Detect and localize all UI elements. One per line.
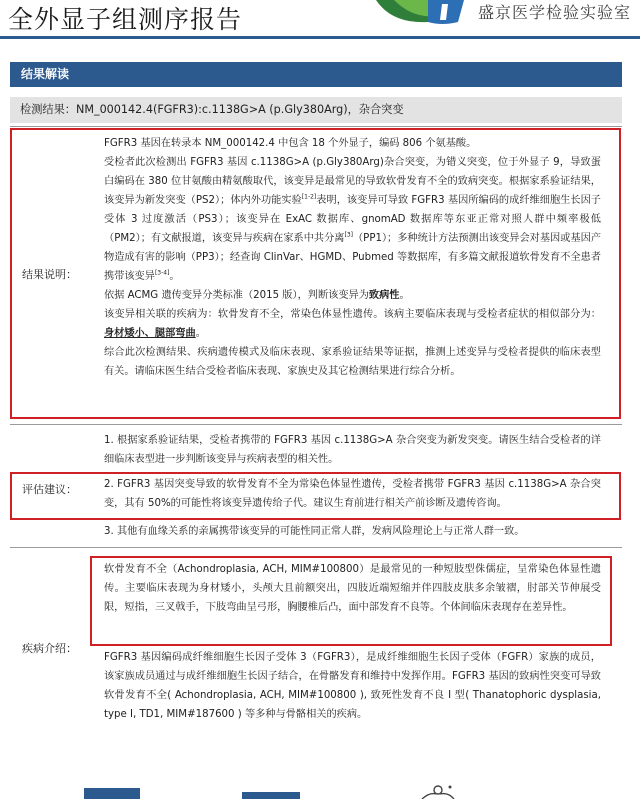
explanation-paragraph-2: 受检者此次检测出 FGFR3 基因 c.1138G>A (p.Gly380Arg)杂合突变，为错义突变，位于外显子 9，导致蛋白编码在 380 位甘氨酸由精氨酸取代，该变异是最常见的导致软骨发育不全的致病突变。根据家系验证结果，该变异为新发突变（PS2）；体内外功能实验[1-2]表明，该变异可导致 FGFR3 基因所编码的成纤维细胞生长因子受体 3 过度激活（PS3）；该变异在 ExAC 数据库、gnomAD 数据库等东亚正常对照人群中频率极低（PM2）；有文献报道，该变异与疾病在家系中共分离[3]（PP1）；多种统计方法预测出该变异会对基因或基因产物造成有害的影响（PP3）；经查询 ClinVar、HGMD、Pubmed 等数据库，有多篇文献报道软骨发育不全患者携带该变异[3-4]。 (104, 157, 602, 282)
divider (10, 126, 622, 127)
header-rule (0, 36, 640, 39)
section-title-bar: 结果解读 (10, 62, 622, 87)
detection-label: 检测结果： (20, 103, 76, 116)
disease-paragraph-1: 软骨发育不全（Achondroplasia, ACH, MIM#100800）是最常见的一种短肢型侏儒症，呈常染色体显性遗传。主要临床表现为身材矮小，头颅大且前额突出，四肢近端短缩并伴四肢皮肤多余皱褶，肘部关节伸展受限，短指，三叉戟手，下肢弯曲呈弓形，胸腰椎后凸，面中部发育不良等。个体间临床表现存在差异性。 (104, 564, 601, 613)
explanation-paragraph-4: 该变异相关联的疾病为：软骨发育不全，常染色体显性遗传。该病主要临床表现与受检者症状的相似部分为：身材矮小、腿部弯曲。 (104, 309, 601, 339)
pathogenicity-classification: 致病性 (368, 290, 400, 301)
assessment-item-3: 3. 其他有血缘关系的亲属携带该变异的可能性同正常人群，发病风险理论上与正常人群一致。 (104, 526, 525, 537)
explanation-text (104, 134, 601, 381)
explanation-label: 结果说明： (22, 268, 77, 281)
assessment-item-1: 1. 根据家系验证结果，受检者携带的 FGFR3 基因 c.1138G>A 杂合突变为新发突变。请医生结合受检者的详细临床表型进一步判断该变异与疾病表型的相关性。 (104, 435, 601, 465)
footer-block (84, 788, 140, 799)
footer-block (242, 792, 300, 799)
report-title: 全外显子组测序报告 (8, 5, 243, 34)
detection-result-row (10, 97, 622, 123)
lab-logo-icon (372, 0, 464, 26)
detection-value: NM_000142.4(FGFR3):c.1138G>A (p.Gly380Arg)，杂合突变 (75, 103, 404, 116)
assessment-item-2: 2. FGFR3 基因突变导致的软骨发育不全为常染色体显性遗传，受检者携带 FGFR3 基因 c.1138G>A 杂合突变，其有 50%的可能性将该变异遗传给子代。建议生育前进行相关产前诊断及遗传咨询。 (104, 479, 601, 509)
disease-label: 疾病介绍： (22, 642, 77, 655)
divider (10, 547, 622, 548)
assessment-label: 评估建议： (22, 483, 77, 496)
explanation-paragraph-1: FGFR3 基因在转录本 NM_000142.4 中包含 18 个外显子，编码 806 个氨基酸。 (104, 138, 477, 149)
divider (10, 424, 622, 425)
explanation-paragraph-5: 综合此次检测结果、疾病遗传模式及临床表现、家系验证结果等证据，推测上述变异与受检者提供的临床表型有关。请临床医生结合受检者临床表现、家族史及其它检测结果进行综合分析。 (104, 347, 601, 377)
matched-phenotypes: 身材矮小、腿部弯曲 (104, 328, 196, 339)
disease-paragraph-2: FGFR3 基因编码成纤维细胞生长因子受体 3（FGFR3），是成纤维细胞生长因子受体（FGFR）家族的成员，该家族成员通过与成纤维细胞生长因子结合，在骨骼发育和维持中发挥作用。FGFR3 基因的致病性突变可导致软骨发育不全( Achondroplasia, ACH, MIM#100800 ), 致死性发育不良 I 型( Thanatophoric dysplasia, type I, TD1, MIM#187600 ) 等多种与骨骼相关的疾病。 (104, 652, 601, 720)
explanation-paragraph-3: 依据 ACMG 遗传变异分类标准（2015 版），判断该变异为致病性。 (104, 290, 410, 301)
footer-figure-icon (414, 784, 462, 799)
lab-name: 盛京医学检验实验室 (478, 3, 632, 22)
